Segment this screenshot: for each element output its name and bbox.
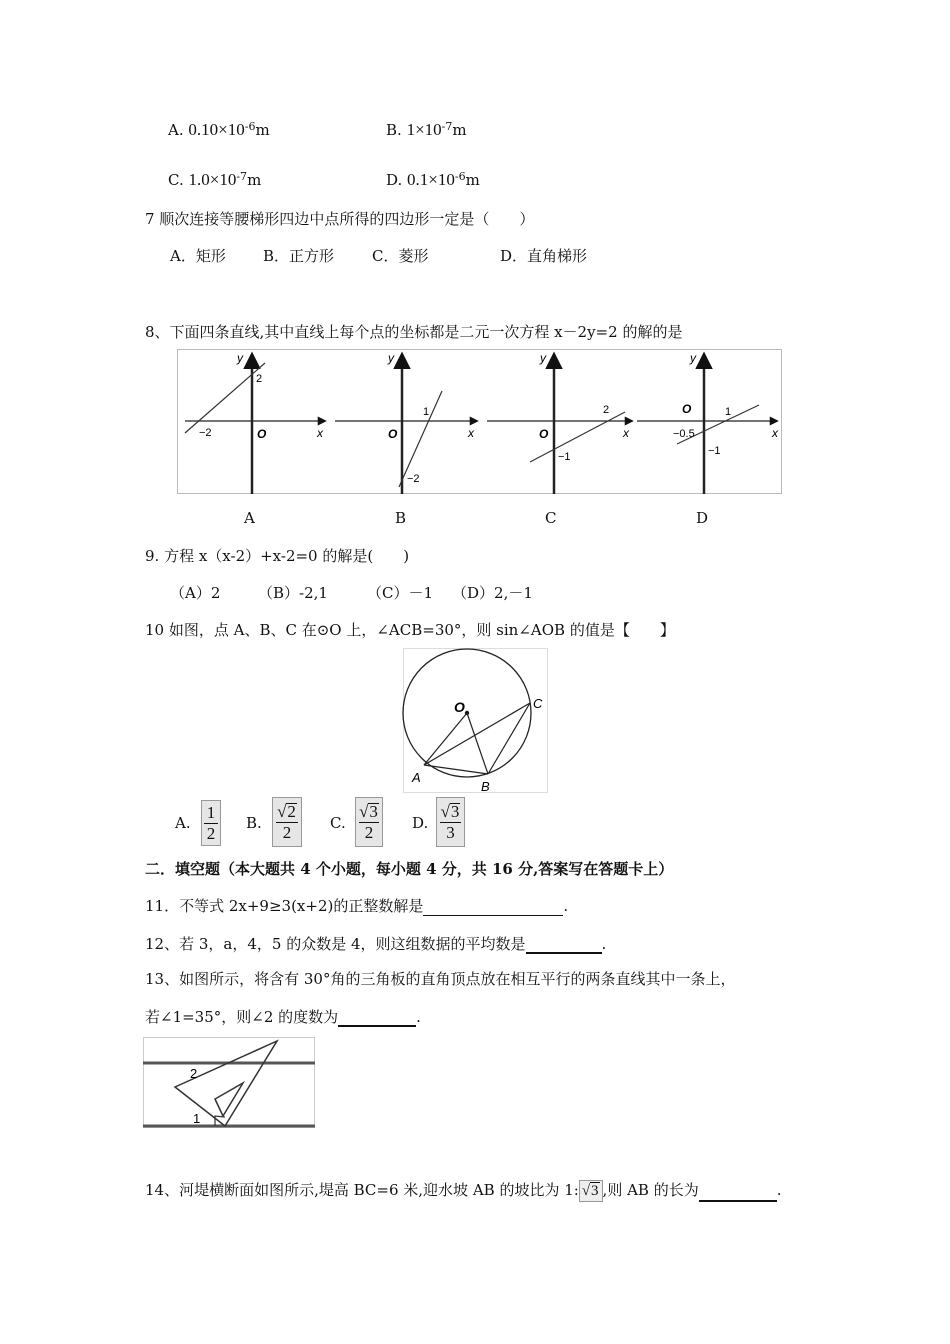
radicand: 3 (450, 801, 460, 821)
option-label: B. (386, 121, 402, 139)
denominator: 2 (364, 822, 374, 842)
q6-option-c (168, 167, 261, 190)
q14 (145, 1180, 782, 1202)
section-heading: 二．填空题（本大题共 4 个小题，每小题 4 分，共 16 分,答案写在答题卡上） (145, 860, 674, 878)
q14-stem-end: ,则 AB 的长为 (602, 1181, 699, 1199)
denominator: 2 (206, 823, 216, 843)
q10-stem: 10 如图，点 A、B、C 在⊙O 上，∠ACB=30°，则 sin∠AOB 的值是【 】 (145, 621, 675, 639)
q13-triangle-figure (143, 1037, 315, 1129)
period: . (776, 1181, 782, 1199)
q13-line1: 13、如图所示，将含有 30°角的三角板的直角顶点放在相互平行的两条直线其中一条上， (145, 970, 736, 988)
q11 (145, 895, 568, 916)
q10-option-b-fraction (272, 797, 302, 847)
option-value: 0.1×10 (407, 170, 455, 189)
exponent: -7 (236, 170, 248, 183)
q7-option-d: D．直角梯形 (500, 247, 588, 265)
tick-label: −2 (199, 427, 212, 439)
sqrt-expression: √3 (579, 1180, 603, 1202)
q13-stem: 若∠1=35°，则∠2 的度数为 (145, 1008, 339, 1026)
q8-stem: 8、下面四条直线,其中直线上每个点的坐标都是二元一次方程 x－2y=2 的解的是 (145, 323, 683, 341)
point-label-o: O (454, 699, 465, 715)
q8-caption-b: B (395, 509, 407, 527)
tick-label: 1 (423, 406, 430, 418)
option-label: A. (168, 121, 184, 139)
unit: m (255, 121, 270, 139)
y-axis-label: y (388, 351, 394, 365)
q10-option-d-fraction (436, 797, 465, 847)
exponent: -6 (454, 170, 466, 183)
figure-frame (144, 1038, 315, 1128)
denominator: 2 (282, 822, 292, 842)
q6-option-a (168, 117, 270, 140)
q9-option-a: （A）2 (170, 584, 221, 602)
origin-label: O (539, 427, 549, 441)
q9-option-b: （B）-2,1 (258, 584, 328, 602)
x-axis-label: x (317, 426, 323, 440)
tick-label: −2 (407, 473, 420, 485)
origin-label: O (388, 427, 398, 441)
q6-option-b (386, 117, 467, 140)
numerator: √2 (277, 801, 296, 821)
tick-label: −0.5 (673, 428, 695, 440)
exponent: -6 (244, 120, 256, 133)
tick-label: −1 (708, 445, 721, 457)
period: . (416, 1008, 421, 1026)
q10-option-a-fraction (201, 800, 221, 846)
q10-option-c-label: C. (330, 814, 346, 832)
figure-frame (404, 649, 548, 793)
q14-stem: 14、河堤横断面如图所示,堤高 BC=6 米,迎水坡 AB 的坡比为 1: (145, 1181, 579, 1199)
unit: m (452, 121, 467, 139)
option-value: 1.0×10 (188, 170, 237, 189)
q7-option-b: B．正方形 (263, 247, 335, 265)
option-label: D. (386, 171, 403, 189)
unit: m (247, 171, 262, 189)
q10-option-b-label: B. (246, 814, 262, 832)
point-label-b: B (481, 779, 490, 794)
tick-label: 2 (256, 373, 263, 385)
x-axis-label: x (772, 426, 778, 440)
q8-caption-c: C (545, 509, 557, 527)
option-value: 0.10×10 (188, 120, 245, 139)
q10-option-c-fraction (355, 797, 383, 847)
q9-stem: 9. 方程 x（x-2）+x-2=0 的解是( ) (145, 547, 410, 565)
radicand: 3 (591, 1183, 599, 1199)
y-axis-label: y (690, 351, 696, 365)
origin-label: O (682, 402, 692, 416)
q6-option-d (386, 167, 480, 190)
point-label-a: A (412, 770, 421, 785)
angle-label-1: 1 (193, 1111, 201, 1126)
origin-label: O (257, 427, 267, 441)
q8-graphs-figure (177, 349, 782, 494)
answer-blank[interactable] (526, 932, 602, 954)
y-axis-label: y (237, 351, 243, 365)
y-axis-label: y (540, 351, 546, 365)
numerator: √3 (359, 801, 378, 821)
period: . (563, 897, 569, 915)
tick-label: 1 (725, 406, 732, 418)
answer-blank[interactable] (699, 1180, 777, 1202)
denominator: 3 (446, 822, 455, 842)
exponent: -7 (441, 120, 453, 133)
period: . (601, 935, 607, 953)
point-label-c: C (533, 696, 543, 711)
radicand: 2 (287, 801, 296, 821)
radicand: 3 (369, 801, 378, 821)
unit: m (465, 171, 480, 189)
q13-line2 (145, 1005, 421, 1027)
q7-option-a: A．矩形 (170, 247, 226, 265)
numerator: √3 (440, 801, 460, 821)
q8-caption-a: A (244, 509, 255, 527)
numerator: 1 (206, 802, 216, 822)
q11-stem: 11．不等式 2x+9≥3(x+2)的正整数解是 (145, 897, 424, 915)
option-label: C. (168, 171, 184, 189)
q12-stem: 12、若 3，a，4，5 的众数是 4，则这组数据的平均数是 (145, 935, 526, 953)
x-axis-label: x (623, 426, 629, 440)
q9-option-d: （D）2,－1 (452, 584, 533, 602)
tick-label: 2 (603, 404, 610, 416)
q12 (145, 932, 606, 954)
q9-option-c: （C）－1 (367, 584, 434, 602)
q7-stem: 7 顺次连接等腰梯形四边中点所得的四边形一定是（ ） (145, 210, 535, 228)
q10-circle-figure (403, 648, 548, 793)
answer-blank[interactable] (338, 1005, 416, 1027)
answer-blank[interactable] (423, 895, 563, 916)
q7-option-c: C．菱形 (372, 247, 429, 265)
q10-option-d-label: D. (412, 814, 429, 832)
q10-option-a-label: A. (175, 814, 191, 832)
option-value: 1×10 (406, 120, 442, 139)
q8-caption-d: D (696, 509, 709, 527)
x-axis-label: x (468, 426, 474, 440)
angle-label-2: 2 (190, 1066, 198, 1081)
tick-label: −1 (558, 451, 571, 463)
